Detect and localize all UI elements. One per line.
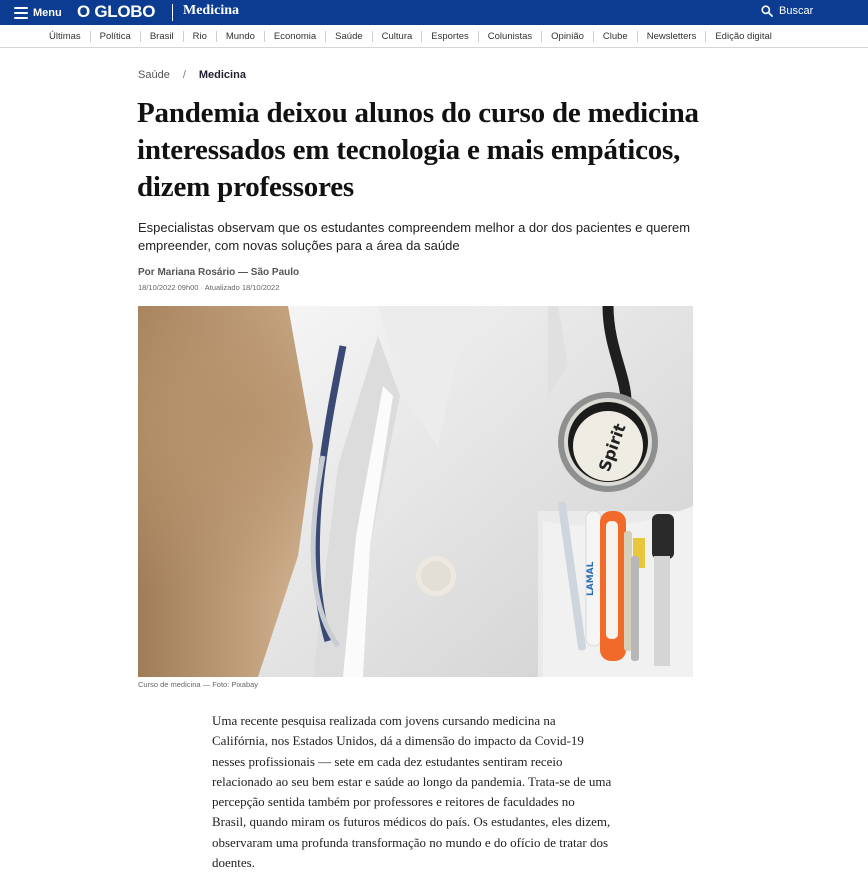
nav-item-newsletters[interactable]: Newsletters	[638, 31, 707, 42]
nav-item-ultimas[interactable]: Últimas	[40, 31, 91, 42]
nav-item-clube[interactable]: Clube	[594, 31, 638, 42]
menu-button[interactable]	[14, 3, 62, 22]
breadcrumb	[138, 69, 246, 81]
nav-item-edicao-digital[interactable]: Edição digital	[715, 30, 772, 42]
article-dates: 18/10/2022 09h00 · Atualizado 18/10/2022	[138, 283, 280, 292]
photo-caption: Curso de medicina — Foto: Pixabay	[138, 680, 259, 689]
top-header	[0, 0, 868, 25]
article-subtitle: Especialistas observam que os estudantes compreendem melhor a dor dos pacientes e querem empreender, com novas soluções para a área da saúde	[138, 220, 691, 253]
breadcrumb-current[interactable]: Medicina	[198, 69, 246, 81]
nav-item-rio[interactable]: Rio	[184, 31, 217, 42]
nav-item-brasil[interactable]: Brasil	[141, 31, 184, 42]
article-title: Pandemia deixou alunos do curso de medicina interessados em tecnologia e mais empáticos, dizem professores	[137, 97, 699, 203]
pen-brand-label: LAMAL	[586, 561, 596, 596]
stethoscope-brand: Spirit	[594, 421, 630, 475]
nav-item-opiniao[interactable]: Opinião	[542, 31, 594, 42]
hamburger-icon	[14, 7, 28, 19]
nav-item-colunistas[interactable]: Colunistas	[479, 31, 542, 42]
search-button[interactable]	[761, 5, 813, 17]
search-label: Buscar	[779, 5, 814, 17]
nav-item-mundo[interactable]: Mundo	[217, 31, 265, 42]
menu-label: Menu	[33, 6, 62, 19]
nav-item-cultura[interactable]: Cultura	[373, 31, 423, 42]
header-divider	[172, 4, 173, 21]
article-byline[interactable]: Por Mariana Rosário — São Paulo	[138, 267, 300, 278]
article-body: Uma recente pesquisa realizada com jovens cursando medicina na Califórnia, nos Estados Unidos, dá a dimensão do impacto da Covid-19 nesses profissionais — sete em cada dez estudantes sentiram receio relacionado ao seu bem estar e saúde ao longo da pandemia. Trata-se de uma percepção sentida também por professores e reitores de faculdades no Brasil, quando miram os futuros médicos do país. Os estudantes, eles dizem, observaram uma profunda transformação no mundo e do ofício de tratar dos doentes.	[212, 713, 612, 871]
site-logo[interactable]: O GLOBO	[77, 2, 156, 21]
section-title[interactable]: Medicina	[183, 3, 239, 18]
nav-item-saude[interactable]: Saúde	[326, 31, 372, 42]
breadcrumb-parent[interactable]: Saúde	[138, 69, 170, 81]
nav-item-esportes[interactable]: Esportes	[422, 31, 479, 42]
article-photo	[138, 306, 693, 677]
search-icon	[761, 5, 773, 17]
nav-item-economia[interactable]: Economia	[265, 31, 326, 42]
breadcrumb-separator: /	[182, 69, 186, 81]
section-nav	[0, 25, 868, 48]
nav-item-politica[interactable]: Política	[91, 31, 141, 42]
